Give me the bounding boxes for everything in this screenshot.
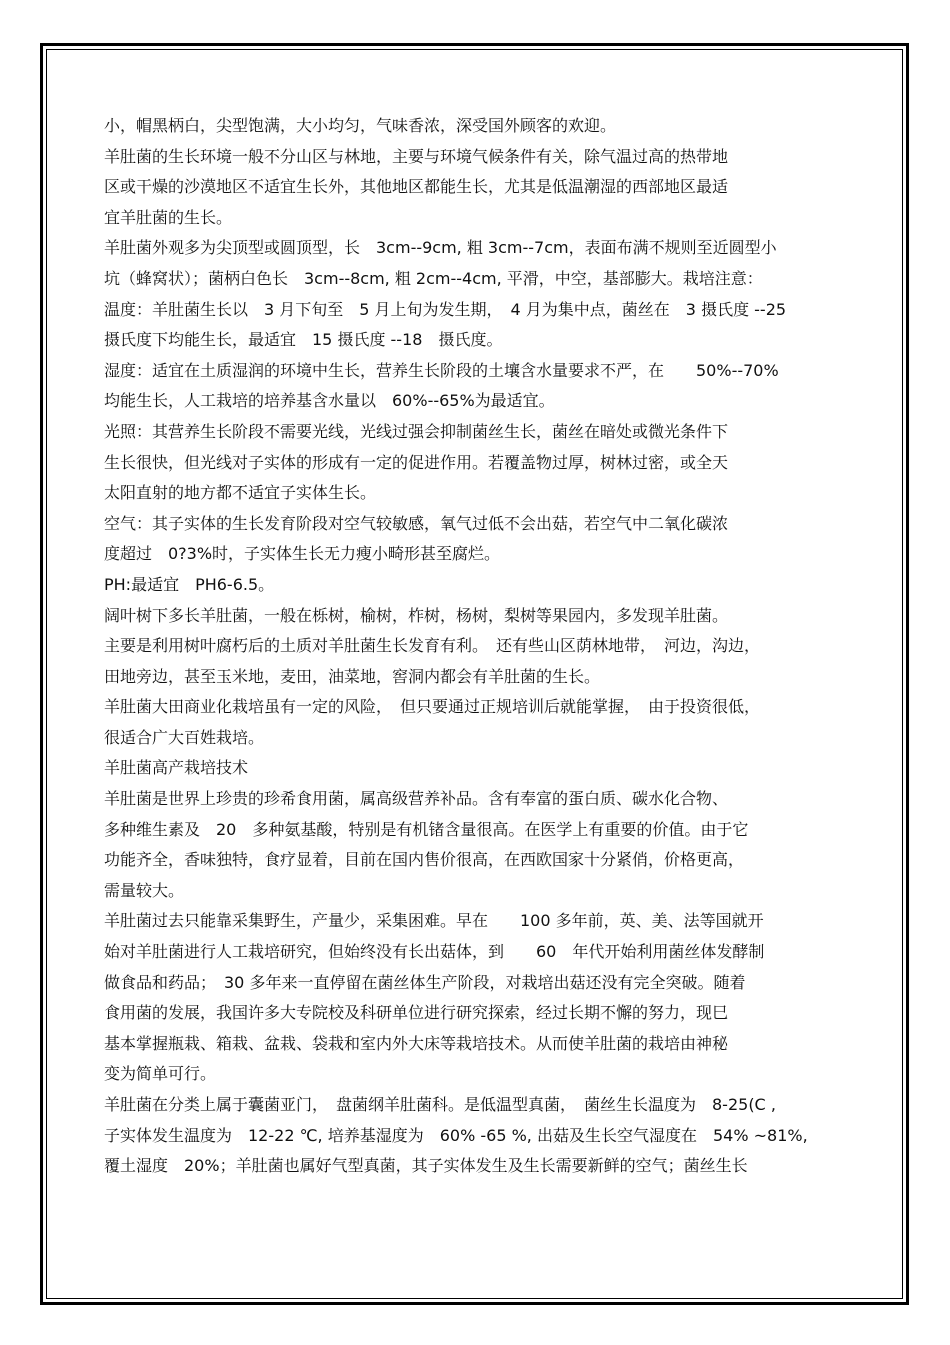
line-text: 羊肚菌在分类上属于囊菌亚门， 盘菌纲羊肚菌科。是低温型真菌， 菌丝生长温度为 8-25(C , <box>104 1095 776 1114</box>
text-line <box>104 998 864 1029</box>
text-line <box>104 570 864 601</box>
section-heading: 羊肚菌高产栽培技术 <box>104 758 249 778</box>
line-text: 做食品和药品； 30 多年来一直停留在菌丝体生产阶段，对栽培出菇还没有完全突破。随着 <box>104 972 746 992</box>
text-line <box>104 203 864 234</box>
text-line <box>104 325 864 356</box>
text-line <box>104 1151 864 1182</box>
text-line <box>104 509 864 540</box>
text-line <box>104 601 864 632</box>
text-line <box>104 753 864 784</box>
line-text: 功能齐全，香味独特，食疗显着，目前在国内售价很高，在西欧国家十分紧俏，价格更高， <box>104 850 745 870</box>
line-text: PH:最适宜 PH6-6.5。 <box>104 574 275 594</box>
text-line <box>104 264 864 295</box>
text-line <box>104 386 864 417</box>
line-text: 均能生长，人工栽培的培养基含水量以 60%--65%为最适宜。 <box>104 391 555 411</box>
line-text: 空气：其子实体的生长发育阶段对空气较敏感，氧气过低不会出菇，若空气中二氧化碳浓 <box>104 513 729 533</box>
text-line <box>104 295 864 326</box>
text-line <box>104 937 864 968</box>
line-text: 食用菌的发展，我国许多大专院校及科研单位进行研究探索，经过长期不懈的努力，现巳 <box>104 1003 729 1023</box>
text-line <box>104 631 864 662</box>
text-line <box>104 723 864 754</box>
line-text: 阔叶树下多长羊肚菌，一般在栎树，榆树，柞树，杨树，梨树等果园内，多发现羊肚菌。 <box>104 605 729 625</box>
text-line <box>104 1090 864 1121</box>
text-line <box>104 356 864 387</box>
text-line <box>104 448 864 479</box>
line-text: 羊肚菌的生长环境一般不分山区与林地，主要与环境气候条件有关，除气温过高的热带地 <box>104 146 729 166</box>
line-text: 始对羊肚菌进行人工栽培研究，但始终没有长出菇体，到 60 年代开始利用菌丝体发酵制 <box>104 942 765 962</box>
line-text: 羊肚菌是世界上珍贵的珍希食用菌，属高级营养补品。含有奉富的蛋白质、碳水化合物、 <box>104 789 729 809</box>
line-text: 湿度：适宜在土质湿润的环境中生长，营养生长阶段的土壤含水量要求不严，在 50%--70% <box>104 360 779 380</box>
line-text: 羊肚菌外观多为尖顶型或圆顶型，长 3cm--9cm, 粗 3cm--7cm，表面布满不规则至近圆型小 <box>104 238 777 258</box>
text-line <box>104 815 864 846</box>
document-body <box>104 111 864 1182</box>
line-text: 需量较大。 <box>104 880 185 900</box>
line-text: 田地旁边，甚至玉米地，麦田，油菜地，窖洞内都会有羊肚菌的生长。 <box>104 666 601 686</box>
line-text: 生长很快，但光线对子实体的形成有一定的促进作用。若覆盖物过厚，树林过密，或全天 <box>104 452 729 472</box>
line-text: 摄氏度下均能生长，最适宜 15 摄氏度 --18 摄氏度。 <box>104 330 503 350</box>
line-text: 温度：羊肚菌生长以 3 月下旬至 5 月上旬为发生期， 4 月为集中点，菌丝在 3 摄氏度 --25 <box>104 299 787 319</box>
line-text: 多种维生素及 20 多种氨基酸，特别是有机锗含量很高。在医学上有重要的价值。由于它 <box>104 819 749 839</box>
line-text: 覆土湿度 20%；羊肚菌也属好气型真菌，其子实体发生及生长需要新鲜的空气；菌丝生长 <box>104 1156 748 1176</box>
line-text: 很适合广大百姓栽培。 <box>104 727 265 747</box>
line-text: 光照：其营养生长阶段不需要光线，光线过强会抑制菌丝生长，菌丝在暗处或微光条件下 <box>104 421 729 441</box>
line-text: 小，帽黑柄白，尖型饱满，大小均匀，气味香浓，深受国外顾客的欢迎。 <box>104 116 617 135</box>
line-text: 太阳直射的地方都不适宜子实体生长。 <box>104 483 377 503</box>
line-text: 羊肚菌大田商业化栽培虽有一定的风险， 但只要通过正规培训后就能掌握， 由于投资很低， <box>104 697 761 717</box>
text-line <box>104 1029 864 1060</box>
text-line <box>104 233 864 264</box>
text-line <box>104 1059 864 1090</box>
text-line <box>104 417 864 448</box>
text-line <box>104 662 864 693</box>
text-line <box>104 111 864 142</box>
text-line <box>104 845 864 876</box>
text-line <box>104 478 864 509</box>
text-line <box>104 906 864 937</box>
text-line <box>104 968 864 999</box>
text-line <box>104 1121 864 1152</box>
text-line <box>104 876 864 907</box>
line-text: 主要是利用树叶腐朽后的土质对羊肚菌生长发育有利。 还有些山区荫林地带， 河边，沟边， <box>104 636 761 656</box>
text-line <box>104 692 864 723</box>
line-text: 区或干燥的沙漠地区不适宜生长外，其他地区都能生长，尤其是低温潮湿的西部地区最适 <box>104 177 729 197</box>
line-text: 子实体发生温度为 12-22 ℃, 培养基湿度为 60% -65 %, 出菇及生长空气湿度在 54% ~81%, <box>104 1125 808 1145</box>
line-text: 基本掌握瓶栽、箱栽、盆栽、袋栽和室内外大床等栽培技术。从而使羊肚菌的栽培由神秘 <box>104 1033 729 1053</box>
line-text: 羊肚菌过去只能靠采集野生，产量少，采集困难。早在 100 多年前，英、美、法等国就开 <box>104 911 764 931</box>
text-line <box>104 784 864 815</box>
line-text: 坑（蜂窝状）；菌柄白色长 3cm--8cm, 粗 2cm--4cm, 平滑，中空，基部膨大。栽培注意： <box>104 268 763 288</box>
line-text: 宜羊肚菌的生长。 <box>104 207 233 227</box>
text-line <box>104 539 864 570</box>
text-line <box>104 142 864 173</box>
line-text: 变为简单可行。 <box>104 1064 217 1084</box>
line-text: 度超过 0?3%时，子实体生长无力瘦小畸形甚至腐烂。 <box>104 544 501 564</box>
text-line <box>104 172 864 203</box>
